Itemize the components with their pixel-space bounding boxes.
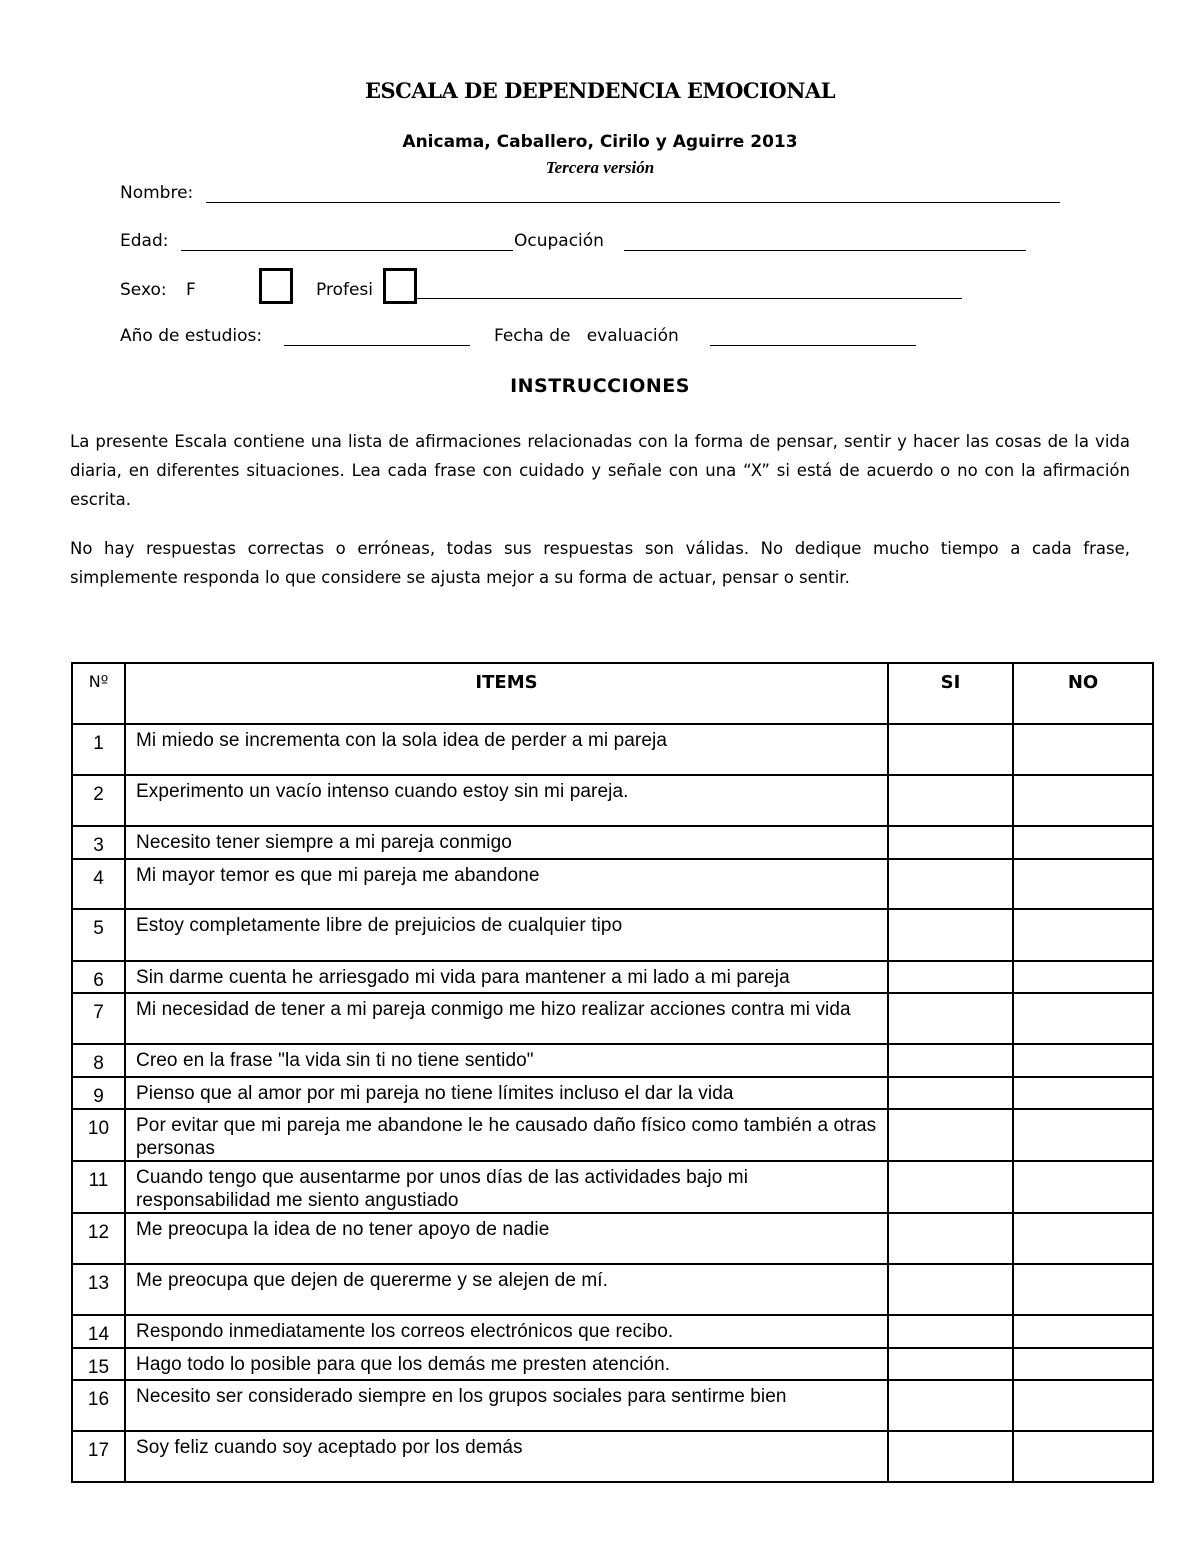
answer-si-cell[interactable] — [888, 724, 1013, 775]
answer-si-cell[interactable] — [888, 1264, 1013, 1315]
row-item-text: Cuando tengo que ausentarme por unos días de las actividades bajo mi responsabilidad me siento angustiado — [125, 1161, 888, 1213]
row-item-text: Necesito ser considerado siempre en los grupos sociales para sentirme bien — [125, 1380, 888, 1431]
row-number: 4 — [72, 859, 125, 909]
row-item-text: Me preocupa que dejen de quererme y se alejen de mí. — [125, 1264, 888, 1315]
row-number: 11 — [72, 1161, 125, 1213]
row-item-text: Mi necesidad de tener a mi pareja conmigo me hizo realizar acciones contra mi vida — [125, 993, 888, 1044]
row-number: 13 — [72, 1264, 125, 1315]
answer-no-cell[interactable] — [1013, 993, 1153, 1044]
table-row — [72, 1077, 1153, 1109]
answer-si-cell[interactable] — [888, 826, 1013, 859]
row-number: 16 — [72, 1380, 125, 1431]
table-row — [72, 1431, 1153, 1482]
ocupacion-field[interactable] — [624, 250, 1026, 251]
answer-si-cell[interactable] — [888, 993, 1013, 1044]
version-label: Tercera versión — [545, 158, 655, 177]
table-row — [72, 993, 1153, 1044]
table-header-row — [72, 663, 1153, 724]
table-row — [72, 724, 1153, 775]
fecha-label: Fecha de evaluación — [494, 326, 679, 346]
answer-si-cell[interactable] — [888, 1315, 1013, 1348]
row-item-text: Creo en la frase "la vida sin ti no tiene sentido" — [125, 1044, 888, 1077]
row-item-text: Estoy completamente libre de prejuicios de cualquier tipo — [125, 909, 888, 961]
row-number: 9 — [72, 1077, 125, 1109]
items-table — [71, 662, 1154, 1483]
answer-no-cell[interactable] — [1013, 826, 1153, 859]
row-number: 14 — [72, 1315, 125, 1348]
answer-si-cell[interactable] — [888, 1044, 1013, 1077]
table-row — [72, 1264, 1153, 1315]
answer-no-cell[interactable] — [1013, 1077, 1153, 1109]
header-items: ITEMS — [125, 663, 888, 724]
instructions-paragraph-2: No hay respuestas correctas o erróneas, todas sus respuestas son válidas. No dedique mucho tiempo a cada frase, simplemente responda lo que considere se ajusta mejor a su forma de actuar, pensar o sentir. — [70, 539, 1130, 587]
row-number: 8 — [72, 1044, 125, 1077]
table-row — [72, 909, 1153, 961]
header-no: NO — [1013, 663, 1153, 724]
answer-no-cell[interactable] — [1013, 1264, 1153, 1315]
answer-no-cell[interactable] — [1013, 1109, 1153, 1161]
row-number: 6 — [72, 961, 125, 993]
header-num: Nº — [72, 663, 125, 724]
answer-no-cell[interactable] — [1013, 1213, 1153, 1264]
answer-no-cell[interactable] — [1013, 1161, 1153, 1213]
row-number: 2 — [72, 775, 125, 826]
table-row — [72, 826, 1153, 859]
table-row — [72, 1315, 1153, 1348]
row-number: 1 — [72, 724, 125, 775]
row-item-text: Pienso que al amor por mi pareja no tiene límites incluso el dar la vida — [125, 1077, 888, 1109]
profesion-field[interactable] — [414, 298, 962, 299]
answer-si-cell[interactable] — [888, 961, 1013, 993]
table-row — [72, 1044, 1153, 1077]
answer-no-cell[interactable] — [1013, 1348, 1153, 1380]
answer-si-cell[interactable] — [888, 1161, 1013, 1213]
edad-label: Edad: — [120, 231, 169, 251]
answer-si-cell[interactable] — [888, 775, 1013, 826]
row-item-text: Soy feliz cuando soy aceptado por los demás — [125, 1431, 888, 1482]
header-si: SI — [888, 663, 1013, 724]
row-number: 10 — [72, 1109, 125, 1161]
sexo-m-checkbox[interactable] — [383, 268, 417, 304]
nombre-field[interactable] — [206, 202, 1060, 203]
answer-no-cell[interactable] — [1013, 859, 1153, 909]
answer-si-cell[interactable] — [888, 909, 1013, 961]
answer-si-cell[interactable] — [888, 1380, 1013, 1431]
row-number: 12 — [72, 1213, 125, 1264]
answer-si-cell[interactable] — [888, 1213, 1013, 1264]
answer-si-cell[interactable] — [888, 1077, 1013, 1109]
row-number: 17 — [72, 1431, 125, 1482]
answer-no-cell[interactable] — [1013, 775, 1153, 826]
answer-no-cell[interactable] — [1013, 1380, 1153, 1431]
nombre-label: Nombre: — [120, 183, 194, 203]
table-row — [72, 1161, 1153, 1213]
row-item-text: Hago todo lo posible para que los demás me presten atención. — [125, 1348, 888, 1380]
row-item-text: Necesito tener siempre a mi pareja conmigo — [125, 826, 888, 859]
row-item-text: Me preocupa la idea de no tener apoyo de nadie — [125, 1213, 888, 1264]
answer-no-cell[interactable] — [1013, 909, 1153, 961]
table-row — [72, 1380, 1153, 1431]
row-number: 15 — [72, 1348, 125, 1380]
anio-label: Año de estudios: — [120, 326, 263, 346]
answer-no-cell[interactable] — [1013, 1044, 1153, 1077]
row-item-text: Sin darme cuenta he arriesgado mi vida para mantener a mi lado a mi pareja — [125, 961, 888, 993]
row-item-text: Mi mayor temor es que mi pareja me abandone — [125, 859, 888, 909]
table-row — [72, 859, 1153, 909]
table-row — [72, 961, 1153, 993]
answer-no-cell[interactable] — [1013, 961, 1153, 993]
answer-no-cell[interactable] — [1013, 724, 1153, 775]
table-row — [72, 775, 1153, 826]
profesion-label: Profesi — [316, 280, 373, 300]
ocupacion-label: Ocupación — [514, 231, 604, 251]
fecha-field[interactable] — [710, 345, 916, 346]
instructions-title: INSTRUCCIONES — [510, 375, 690, 397]
row-item-text: Mi miedo se incrementa con la sola idea de perder a mi pareja — [125, 724, 888, 775]
answer-si-cell[interactable] — [888, 1431, 1013, 1482]
sexo-f-label: F — [186, 280, 196, 300]
answer-si-cell[interactable] — [888, 1348, 1013, 1380]
edad-field[interactable] — [181, 250, 513, 251]
answer-si-cell[interactable] — [888, 859, 1013, 909]
instructions-paragraph-1: La presente Escala contiene una lista de afirmaciones relacionadas con la forma de pensar, sentir y hacer las cosas de la vida diaria, en diferentes situaciones. Lea cada frase con cuidado y señale con una “X” si está de acuerdo o no con la afirmación escrita. — [70, 432, 1130, 509]
row-item-text: Respondo inmediatamente los correos electrónicos que recibo. — [125, 1315, 888, 1348]
table-row — [72, 1348, 1153, 1380]
sexo-f-checkbox[interactable] — [259, 268, 293, 304]
row-number: 5 — [72, 909, 125, 961]
answer-no-cell[interactable] — [1013, 1431, 1153, 1482]
answer-si-cell[interactable] — [888, 1109, 1013, 1161]
anio-field[interactable] — [284, 345, 470, 346]
page-title: ESCALA DE DEPENDENCIA EMOCIONAL — [365, 78, 835, 103]
answer-no-cell[interactable] — [1013, 1315, 1153, 1348]
table-row — [72, 1213, 1153, 1264]
row-number: 3 — [72, 826, 125, 859]
row-item-text: Por evitar que mi pareja me abandone le he causado daño físico como también a otras personas — [125, 1109, 888, 1161]
sexo-label: Sexo: — [120, 280, 167, 300]
row-number: 7 — [72, 993, 125, 1044]
table-row — [72, 1109, 1153, 1161]
row-item-text: Experimento un vacío intenso cuando estoy sin mi pareja. — [125, 775, 888, 826]
authors-line: Anicama, Caballero, Cirilo y Aguirre 2013 — [402, 132, 798, 152]
